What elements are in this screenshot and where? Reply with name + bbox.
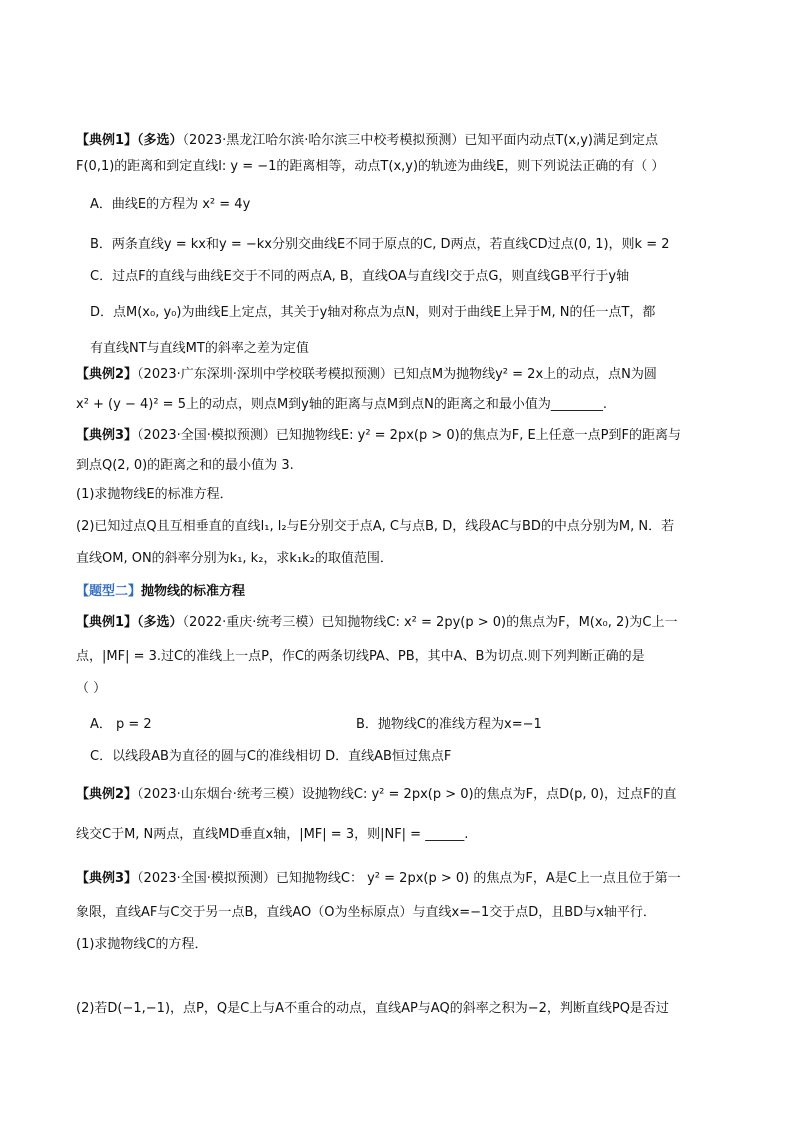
example-label: 【典例2】 — [76, 367, 138, 382]
option-b-col2: B．抛物线C的准线方程为x=−1 — [356, 717, 542, 732]
text-line: C．以线段AB为直径的圆与C的准线相切 D．直线AB恒过焦点F — [90, 749, 452, 764]
line-body: （2023·山东烟台·统考三模）设抛物线C: y² = 2px(p > 0)的焦点为F，点D(p, 0)，过点F的直 — [137, 787, 677, 802]
text-line: F(0,1)的距离和到定直线l: y = −1的距离相等，动点T(x,y)的轨迹为曲线E，则下列说法正确的有（ ） — [76, 159, 665, 174]
text-line: 点，|MF| = 3.过C的准线上一点P，作C的两条切线PA、PB，其中A、B为切点.则下列判断正确的是 — [76, 649, 645, 664]
text-line: 直线OM, ON的斜率分别为k₁, k₂，求k₁k₂的取值范围． — [76, 551, 393, 566]
text-line: 象限，直线AF与C交于另一点B，直线AO（O为坐标原点）与直线x=−1交于点D，且BD与x轴平行． — [76, 905, 656, 920]
text-line: 线交C于M, N两点，直线MD垂直x轴，|MF| = 3，则|NF| = ______. — [76, 827, 469, 842]
text-line — [76, 366, 657, 384]
text-line: 有直线NT与直线MT的斜率之差为定值 — [90, 341, 309, 356]
text-line: (2)已知过点Q且互相垂直的直线l₁, l₂与E分别交于点A, C与点B, D，线段AC与BD的中点分别为M, N．若 — [76, 519, 675, 534]
text-line: x² + (y − 4)² = 5上的动点，则点M到y轴的距离与点M到点N的距离之和最小值为________. — [76, 397, 607, 412]
text-line: (1)求抛物线E的标准方程． — [76, 487, 233, 502]
text-line: （ ） — [76, 681, 107, 696]
text-line — [76, 427, 681, 445]
example-label: 【典例1】（多选） — [76, 133, 183, 148]
line-body: 抛物线的标准方程 — [141, 584, 246, 599]
line-body: （2023·全国·模拟预测）已知抛物线C： y² = 2px(p > 0) 的焦点为F，A是C上一点且位于第一 — [137, 871, 681, 886]
line-body: （2023·全国·模拟预测）已知抛物线E: y² = 2px(p > 0)的焦点为F, E上任意一点P到F的距离与 — [137, 428, 681, 443]
example-label: 【题型二】 — [76, 584, 142, 599]
text-line: D．点M(x₀, y₀)为曲线E上定点，其关于y轴对称点为点N，则对于曲线E上异于M, N的任一点T，都 — [90, 305, 656, 320]
text-line — [76, 786, 676, 804]
text-line: C．过点F的直线与曲线E交于不同的两点A, B，直线OA与直线l交于点G，则直线GB平行于y轴 — [90, 269, 630, 284]
line-body: （2023·广东深圳·深圳中学校联考模拟预测）已知点M为抛物线y² = 2x上的动点，点N为圆 — [137, 367, 657, 382]
text-line — [76, 870, 681, 888]
line-body: （2022·重庆·统考三模）已知抛物线C: x² = 2py(p > 0)的焦点为F，M(x₀, 2)为C上一 — [182, 615, 678, 630]
text-line — [76, 583, 245, 601]
text-line: (2)若D(−1,−1)，点P，Q是C上与A不重合的动点，直线AP与AQ的斜率之积为−2，判断直线PQ是否过 — [76, 1001, 669, 1016]
example-label: 【典例3】 — [76, 428, 138, 443]
line-body: （2023·黑龙江哈尔滨·哈尔滨三中校考模拟预测）已知平面内动点T(x,y)满足到定点 — [182, 133, 658, 148]
example-label: 【典例2】 — [76, 787, 138, 802]
text-line: A．曲线E的方程为 x² = 4y — [90, 197, 251, 212]
example-label: 【典例1】（多选） — [76, 615, 183, 630]
text-line: 到点Q(2, 0)的距离之和的最小值为 3. — [76, 458, 294, 473]
text-line: A． p = 2 — [90, 717, 152, 732]
text-line: (1)求抛物线C的方程． — [76, 937, 208, 952]
text-line — [76, 614, 677, 632]
text-line — [76, 132, 658, 150]
text-line: B．两条直线y = kx和y = −kx分别交曲线E不同于原点的C, D两点，若直线CD过点(0, 1)，则k = 2 — [90, 237, 670, 252]
example-label: 【典例3】 — [76, 871, 138, 886]
